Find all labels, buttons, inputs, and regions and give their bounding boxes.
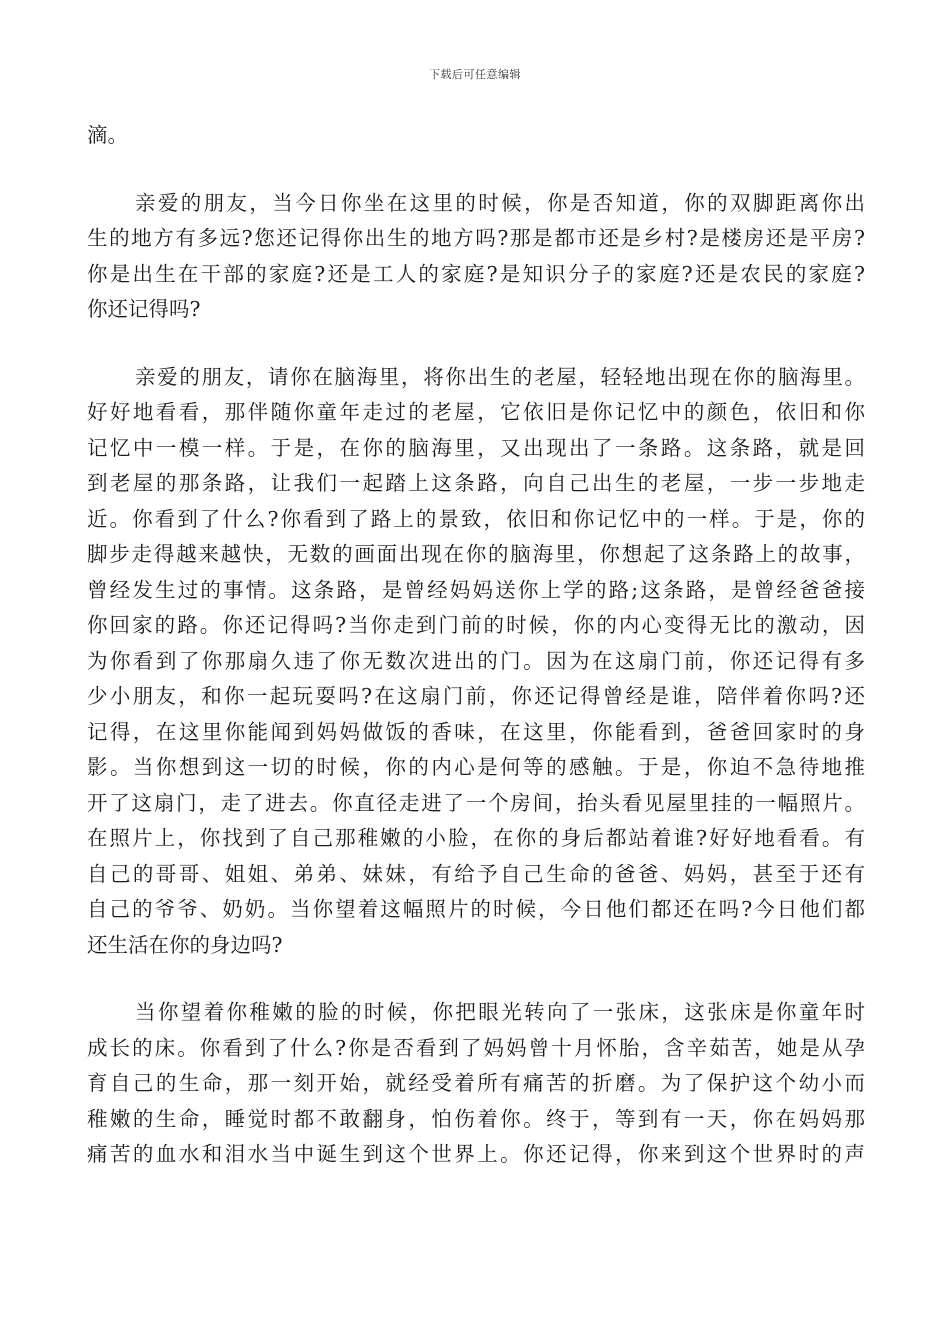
paragraph-gap — [87, 963, 865, 995]
text-line: 当你望着你稚嫩的脸的时候，你把眼光转向了一张床，这张床是你童年时 — [135, 1000, 865, 1024]
paragraph — [87, 360, 865, 964]
paragraph — [87, 186, 865, 328]
text-line: 亲爱的朋友，请你在脑海里，将你出生的老屋，轻轻地出现在你的脑海里。 — [135, 364, 865, 389]
text-line: 在照片上，你找到了自己那稚嫩的小脸，在你的身后都站着谁?好好地看看。有 — [87, 826, 865, 850]
text-line: 记得，在这里你能闻到妈妈做饭的香味，在这里，你能看到，爸爸回家时的身 — [87, 719, 865, 744]
text-line: 好好地看看，那伴随你童年走过的老屋，它依旧是你记忆中的颜色，依旧和你 — [87, 400, 865, 424]
text-line: 少小朋友，和你一起玩耍吗?在这扇门前，你还记得曾经是谁，陪伴着你吗?还 — [87, 684, 865, 708]
paragraph-gap — [87, 328, 865, 360]
text-line: 影。当你想到这一切的时候，你的内心是何等的感触。于是，你迫不急待地推 — [87, 755, 865, 779]
text-line: 育自己的生命，那一刻开始，就经受着所有痛苦的折磨。为了保护这个幼小而 — [87, 1071, 865, 1095]
page-header: 下载后可任意编辑 — [429, 68, 521, 81]
paragraph-gap — [87, 154, 865, 186]
text-line: 稚嫩的生命，睡觉时都不敢翻身，怕伤着你。终于，等到有一天，你在妈妈那 — [87, 1106, 865, 1131]
text-line: 自己的爷爷、奶奶。当你望着这幅照片的时候，今日他们都还在吗?今日他们都 — [87, 897, 865, 921]
text-line: 亲爱的朋友，当今日你坐在这里的时候，你是否知道，你的双脚距离你出 — [135, 190, 865, 215]
text-line: 生的地方有多远?您还记得你出生的地方吗?那是都市还是乡村?是楼房还是平房? — [87, 226, 865, 250]
document-body — [87, 118, 865, 1173]
text-line: 成长的床。你看到了什么?你是否看到了妈妈曾十月怀胎，含辛茹苦，她是从孕 — [87, 1035, 865, 1060]
text-line: 自己的哥哥、姐姐、弟弟、妹妹，有给予自己生命的爸爸、妈妈，甚至于还有 — [87, 861, 865, 886]
text-line: 为你看到了你那扇久违了你无数次进出的门。因为在这扇门前，你还记得有多 — [87, 648, 865, 673]
text-line: 曾经发生过的事情。这条路，是曾经妈妈送你上学的路;这条路，是曾经爸爸接 — [87, 577, 865, 602]
text-line: 开了这扇门，走了进去。你直径走进了一个房间，抬头看见屋里挂的一幅照片。 — [87, 790, 865, 815]
text-line: 记忆中一模一样。于是，在你的脑海里，又出现出了一条路。这条路，就是回 — [87, 435, 865, 460]
text-line: 还生活在你的身边吗? — [87, 932, 283, 957]
paragraph — [87, 118, 865, 154]
text-line: 你还记得吗? — [87, 297, 201, 321]
text-line: 到老屋的那条路，让我们一起踏上这条路，向自己出生的老屋，一步一步地走 — [87, 471, 865, 495]
paragraph — [87, 995, 865, 1173]
text-line: 痛苦的血水和泪水当中诞生到这个世界上。你还记得，你来到这个世界时的声 — [87, 1142, 865, 1166]
text-line: 滴。 — [87, 123, 128, 147]
text-line: 你回家的路。你还记得吗?当你走到门前的时候，你的内心变得无比的激动，因 — [87, 613, 865, 637]
text-line: 你是出生在干部的家庭?还是工人的家庭?是知识分子的家庭?还是农民的家庭? — [87, 261, 865, 286]
text-line: 脚步走得越来越快，无数的画面出现在你的脑海里，你想起了这条路上的故事， — [87, 542, 865, 566]
text-line: 近。你看到了什么?你看到了路上的景致，依旧和你记忆中的一样。于是，你的 — [87, 506, 865, 531]
